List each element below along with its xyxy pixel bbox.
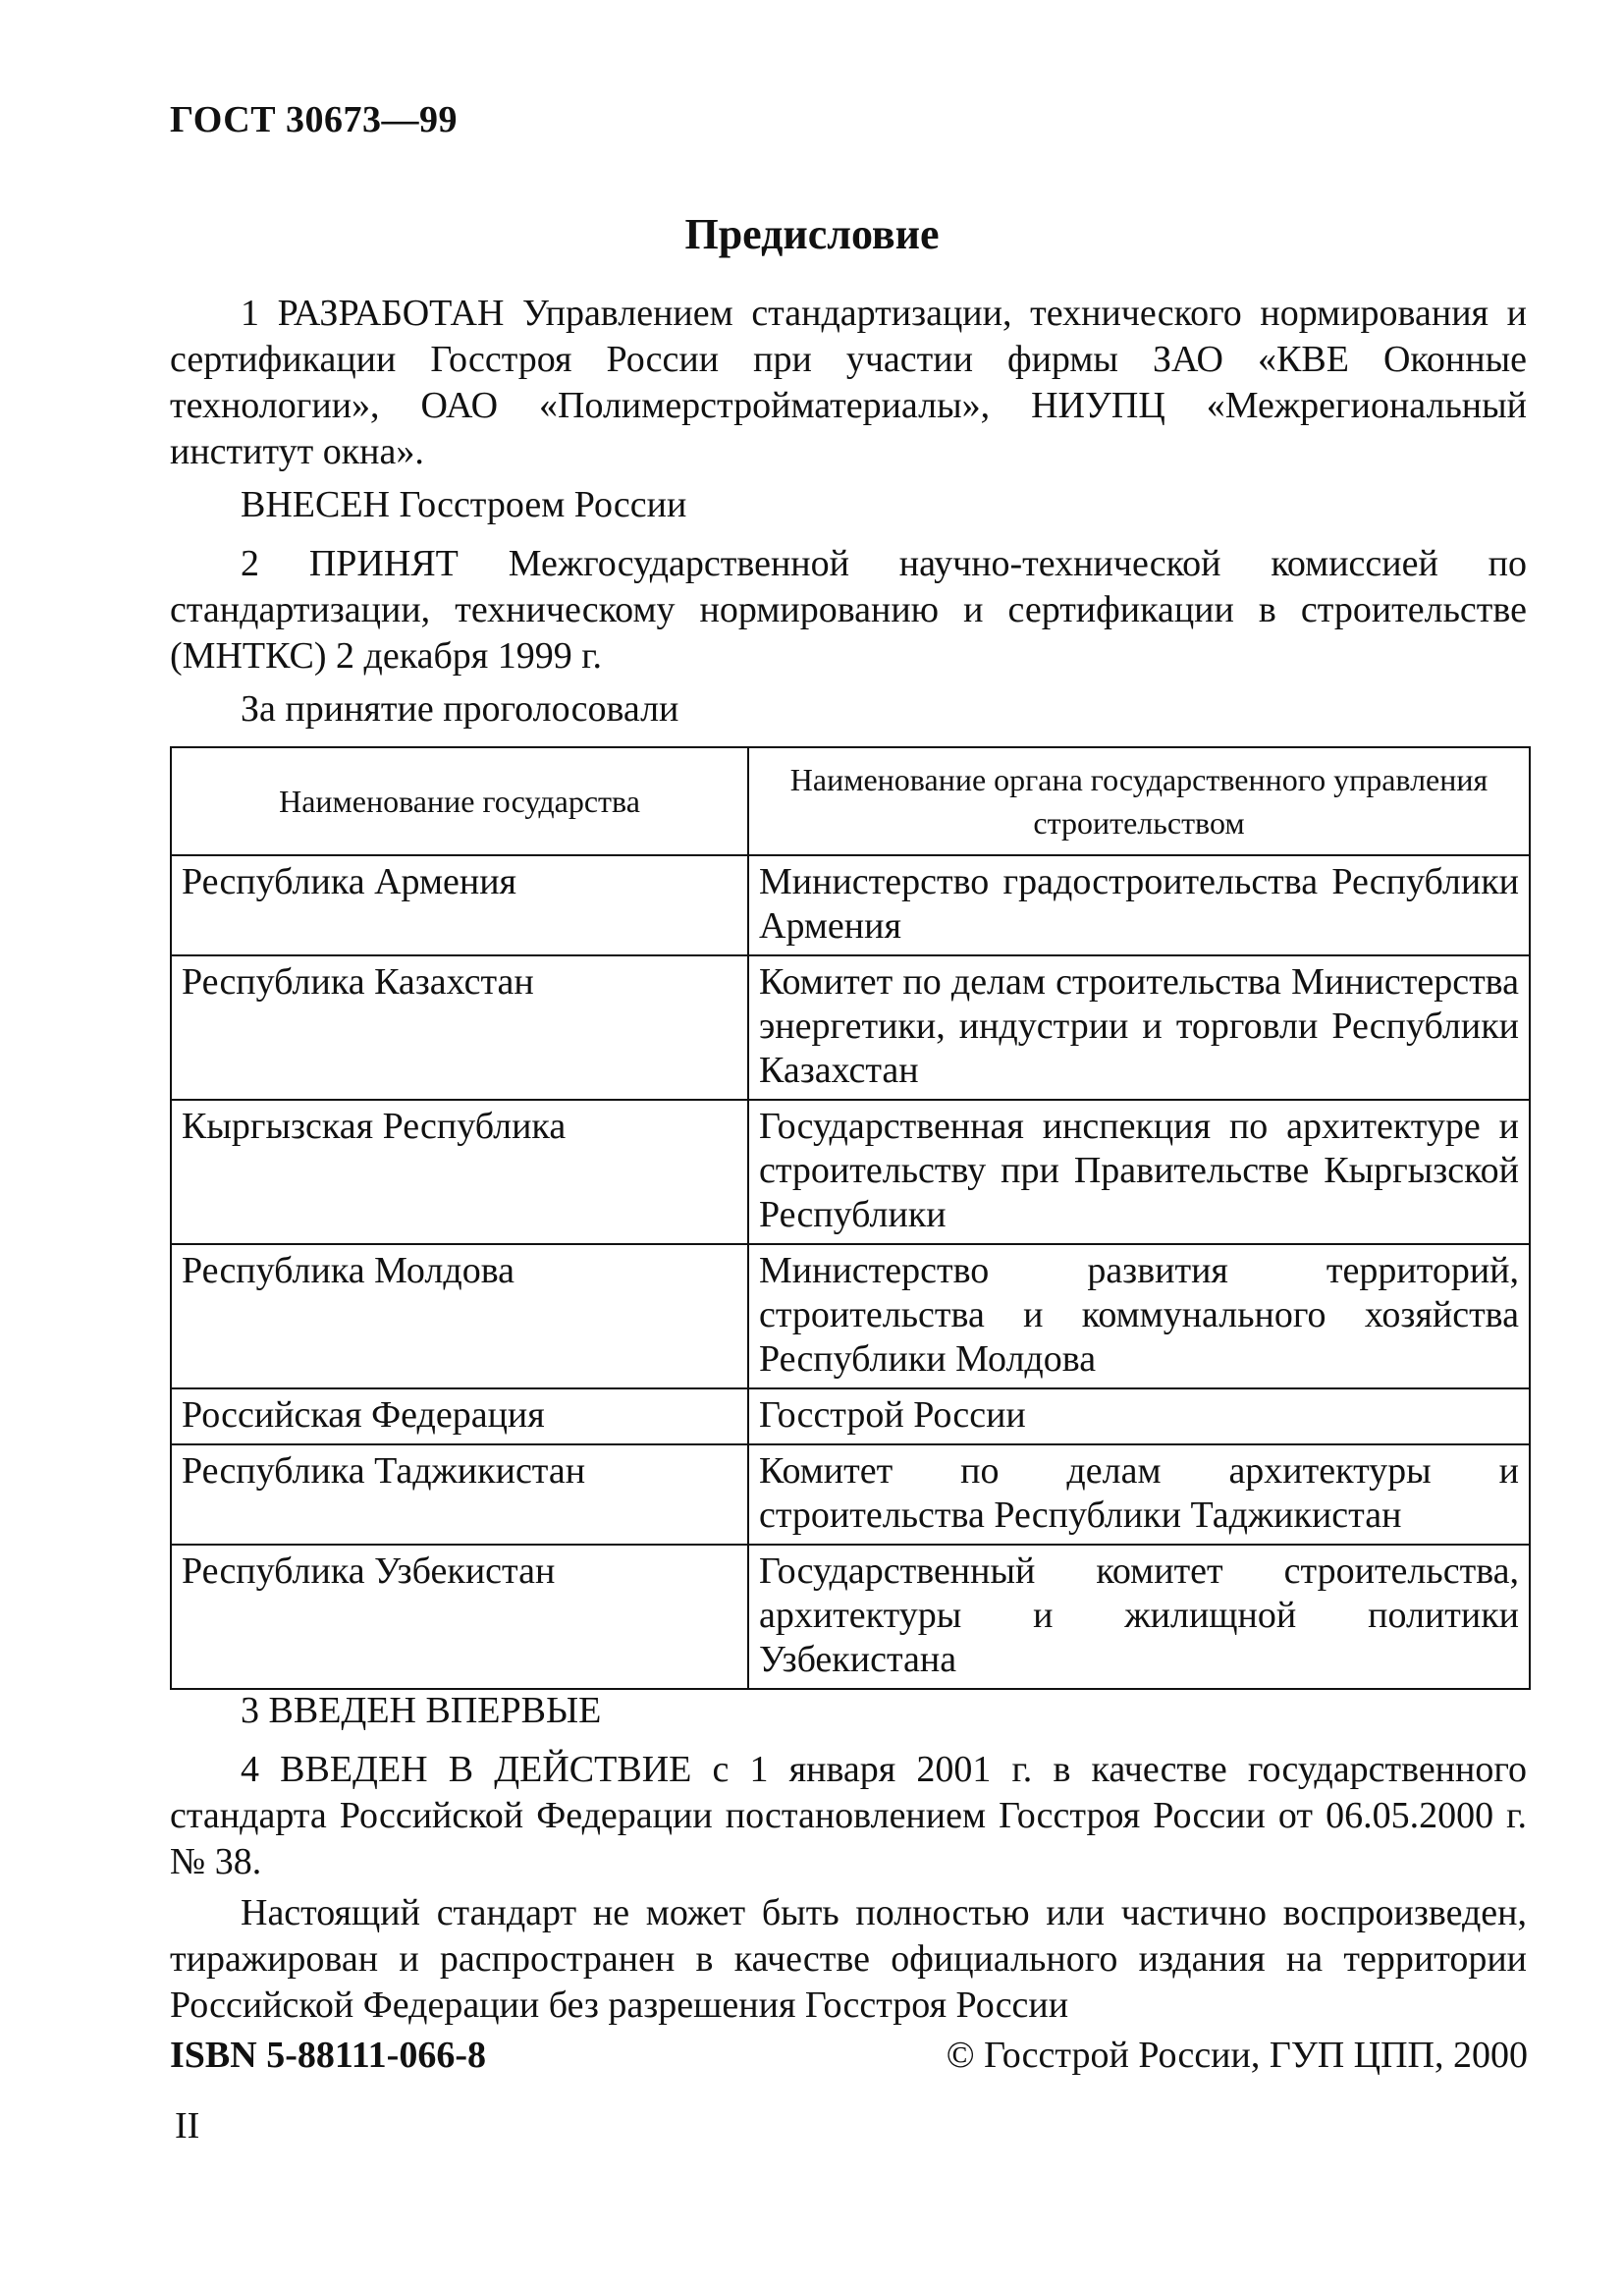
isbn: ISBN 5-88111-066-8	[170, 2035, 486, 2076]
table-row	[171, 1244, 1530, 1388]
copyright: © Госстрой России, ГУП ЦПП, 2000	[946, 2035, 1528, 2076]
header-state: Наименование государства	[171, 747, 748, 855]
authority-cell: Госстрой России	[748, 1388, 1530, 1444]
table-row	[171, 1100, 1530, 1244]
authority-cell: Государственный комитет строительства, архитектуры и жилищной политики Узбекистана	[748, 1545, 1530, 1689]
item-1-introduced-by: ВНЕСЕН Госстроем России	[241, 484, 687, 525]
header-authority: Наименование органа государственного управления строительством	[748, 747, 1530, 855]
item-4-effective: 4 ВВЕДЕН В ДЕЙСТВИЕ с 1 января 2001 г. в качестве государственного стандарта Российской Федерации постановлением Госстроя России от 06.05.2000 г. № 38.	[170, 1749, 1527, 1882]
state-cell: Российская Федерация	[171, 1388, 748, 1444]
page-title: Предисловие	[684, 210, 940, 258]
table-header-row	[171, 747, 1530, 855]
standard-code: ГОСТ 30673—99	[170, 99, 459, 140]
authority-cell: Государственная инспекция по архитектуре и строительству при Правительстве Кыргызской Республики	[748, 1100, 1530, 1244]
authority-cell: Комитет по делам архитектуры и строительства Республики Таджикистан	[748, 1444, 1530, 1545]
reproduction-notice: Настоящий стандарт не может быть полностью или частично воспроизведен, тиражирован и распространен в качестве официального издания на территории Российской Федерации без разрешения Госстроя России	[170, 1892, 1527, 2026]
authority-cell: Министерство развития территорий, строительства и коммунального хозяйства Республики Молдова	[748, 1244, 1530, 1388]
state-cell: Республика Казахстан	[171, 955, 748, 1100]
state-cell: Республика Узбекистан	[171, 1545, 748, 1689]
states-table	[170, 746, 1531, 1690]
state-cell: Республика Армения	[171, 855, 748, 955]
item-3-first-time: 3 ВВЕДЕН ВПЕРВЫЕ	[241, 1690, 602, 1731]
state-cell: Республика Молдова	[171, 1244, 748, 1388]
table-row	[171, 955, 1530, 1100]
table-row	[171, 1444, 1530, 1545]
authority-cell: Комитет по делам строительства Министерства энергетики, индустрии и торговли Республики Казахстан	[748, 955, 1530, 1100]
item-1-developed: 1 РАЗРАБОТАН Управлением стандартизации, технического нормирования и сертификации Госстроя России при участии фирмы ЗАО «КВЕ Оконные технологии», ОАО «Полимерстройматериалы», НИУПЦ «Межрегиональный институт окна».	[170, 293, 1527, 472]
page-number: II	[175, 2105, 200, 2147]
state-cell: Республика Таджикистан	[171, 1444, 748, 1545]
authority-cell: Министерство градостроительства Республики Армения	[748, 855, 1530, 955]
item-2-adopted: 2 ПРИНЯТ Межгосударственной научно-технической комиссией по стандартизации, техническому нормированию и сертификации в строительстве (МНТКС) 2 декабря 1999 г.	[170, 543, 1527, 677]
table-row	[171, 855, 1530, 955]
table-row	[171, 1388, 1530, 1444]
state-cell: Кыргызская Республика	[171, 1100, 748, 1244]
vote-label: За принятие проголосовали	[241, 688, 679, 730]
table-row	[171, 1545, 1530, 1689]
